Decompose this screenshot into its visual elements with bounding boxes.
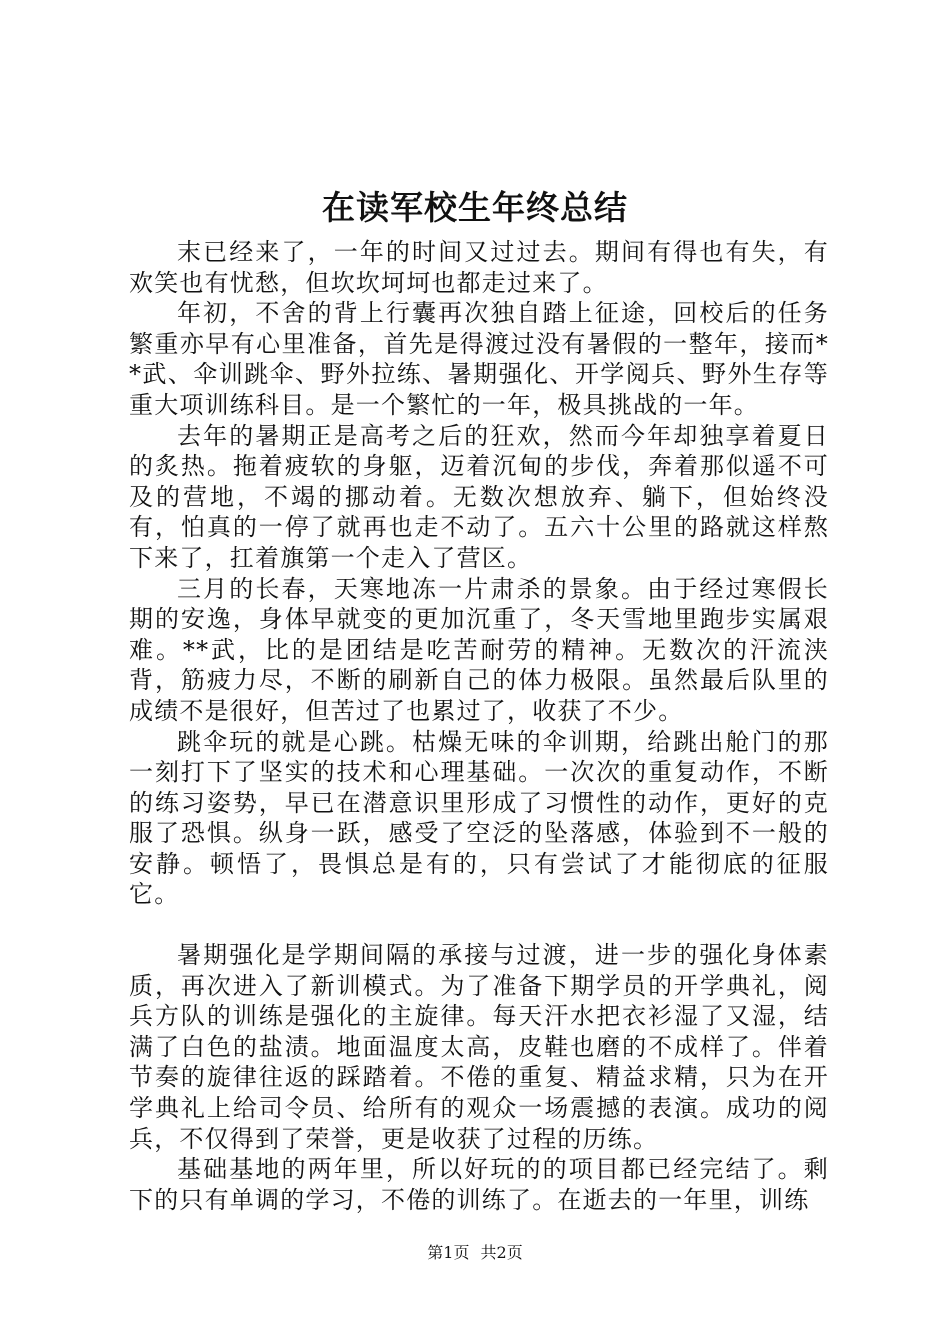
paragraph-4: 三月的长春，天寒地冻一片肃杀的景象。由于经过寒假长期的安逸，身体早就变的更加沉重了，冬天雪地里跑步实属艰难。**武，比的是团结是吃苦耐劳的精神。无数次的汗流浃背，筋疲力尽，不断的刷新自己的体力极限。虽然最后队里的成绩不是很好，但苦过了也累过了，收获了不少。 [129,574,829,725]
paragraph-1: 末已经来了，一年的时间又过过去。期间有得也有失，有欢笑也有忧愁，但坎坎坷坷也都走过来了。 [129,238,829,297]
paragraph-2: 年初，不舍的背上行囊再次独自踏上征途，回校后的任务繁重亦早有心里准备，首先是得渡过没有暑假的一整年，接而**武、伞训跳伞、野外拉练、暑期强化、开学阅兵、野外生存等重大项训练科目。是一个繁忙的一年，极具挑战的一年。 [129,299,829,419]
page-number-total: 共2页 [480,1243,523,1262]
paragraph-3: 去年的暑期正是高考之后的狂欢，然而今年却独享着夏日的炙热。拖着疲软的身躯，迈着沉甸的步伐，奔着那似遥不可及的营地，不竭的挪动着。无数次想放弃、躺下，但始终没有，怕真的一停了就再也走不动了。五六十公里的路就这样熬下来了，扛着旗第一个走入了营区。 [129,421,829,572]
document-body [129,237,829,1215]
document-title: 在读军校生年终总结 [322,188,628,227]
page-number-current: 第1页 [427,1243,470,1262]
page-footer [0,1241,950,1265]
paragraph-5: 跳伞玩的就是心跳。枯燥无味的伞训期，给跳出舱门的那一刻打下了坚实的技术和心理基础。一次次的重复动作，不断的练习姿势，早已在潜意识里形成了习惯性的动作，更好的克服了恐惧。纵身一跃，感受了空泛的坠落感，体验到不一般的安静。顿悟了，畏惧总是有的，只有尝试了才能彻底的征服它。 [129,727,829,909]
paragraph-7: 基础基地的两年里，所以好玩的的项目都已经完结了。剩下的只有单调的学习，不倦的训练了。在逝去的一年里，训练 [129,1155,829,1214]
paragraph-6: 暑期强化是学期间隔的承接与过渡，进一步的强化身体素质，再次进入了新训模式。为了准备下期学员的开学典礼，阅兵方队的训练是强化的主旋律。每天汗水把衣衫湿了又湿，结满了白色的盐渍。地面温度太高，皮鞋也磨的不成样了。伴着节奏的旋律往返的踩踏着。不倦的重复、精益求精，只为在开学典礼上给司令员、给所有的观众一场震撼的表演。成功的阅兵，不仅得到了荣誉，更是收获了过程的历练。 [129,941,829,1153]
